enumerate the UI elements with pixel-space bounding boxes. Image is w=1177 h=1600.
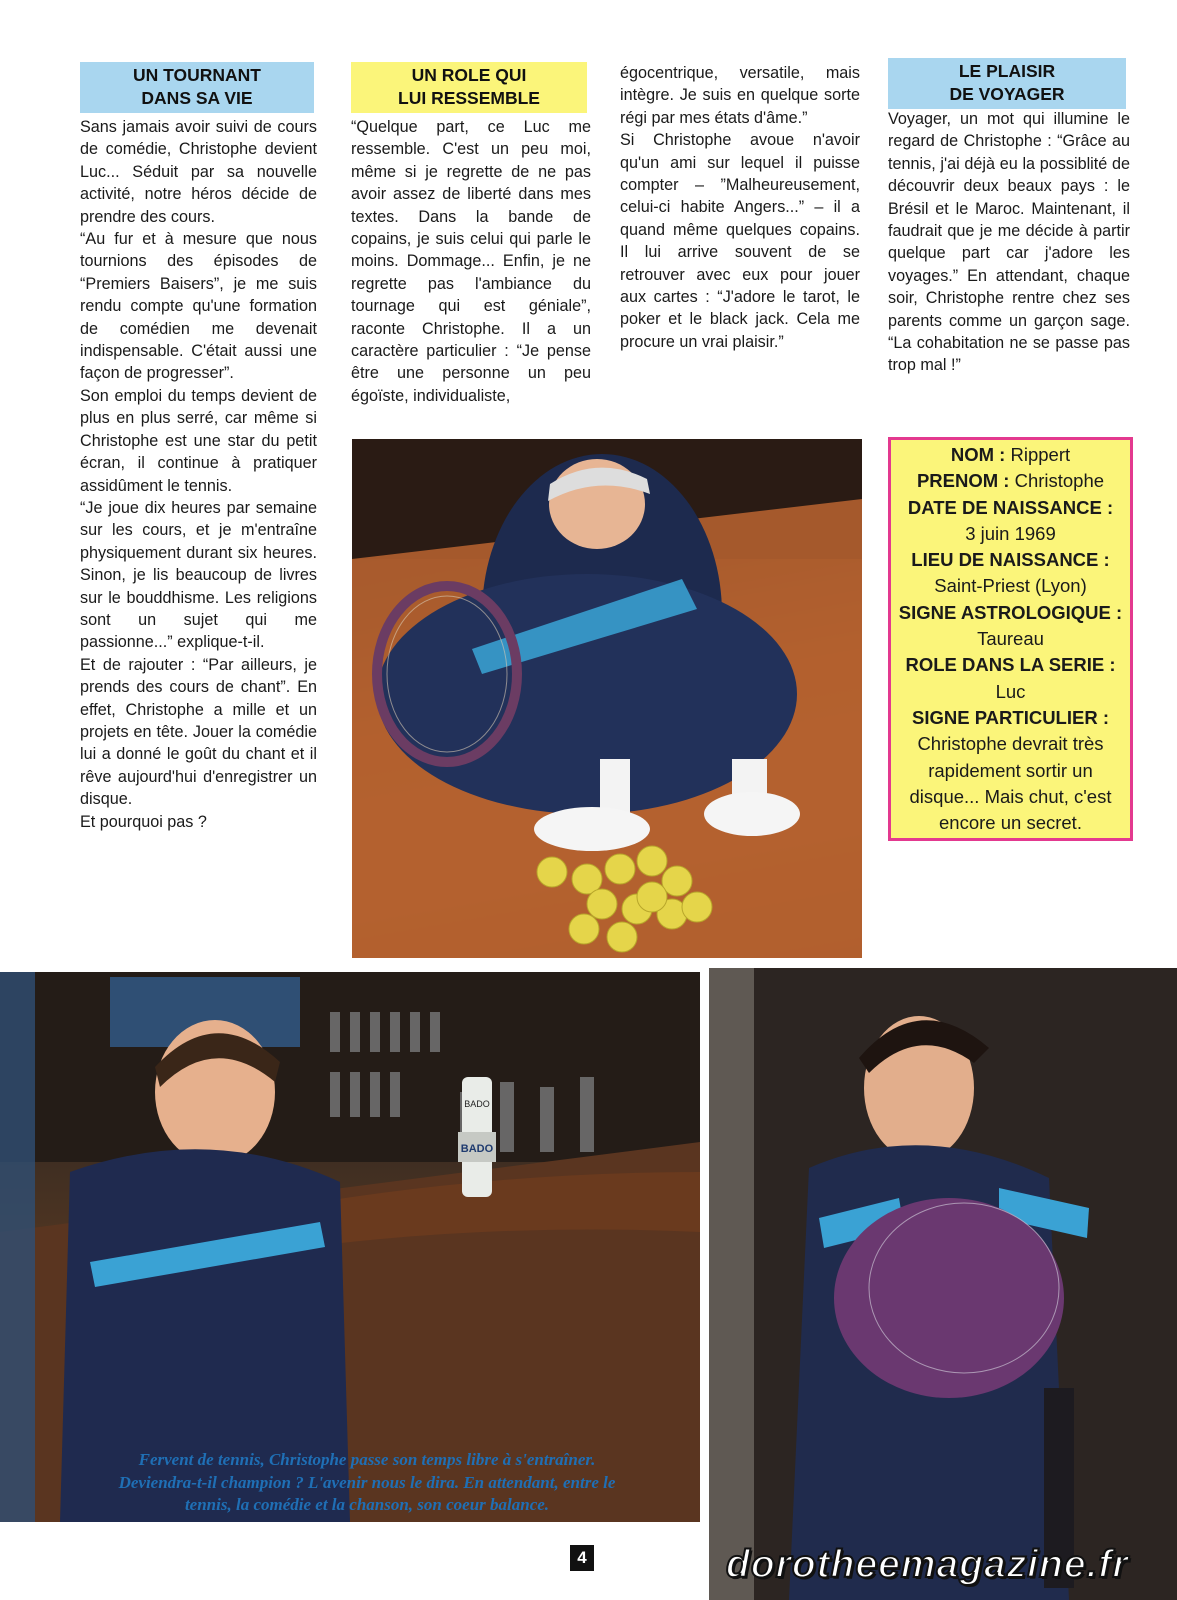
info-label: PRENOM :: [916, 470, 1010, 492]
info-label-lieu: [891, 547, 1130, 573]
photo-caption: Fervent de tennis, Christophe passe son temps libre à s'entraîner. Deviendra-t-il champion ? L'avenir nous le dira. En attendant, entre le tennis, la comédie et la chanson, son coeur balance.: [118, 1450, 616, 1514]
info-value-signe: Taureau: [977, 628, 1044, 650]
info-value: Christophe: [1014, 470, 1105, 492]
heading-line: DANS SA VIE: [141, 88, 253, 108]
paragraph: Son emploi du temps devient de plus en plus serré, car même si Christophe est une star du petit écran, il continue à pratiquer assidûment le tennis.: [80, 386, 317, 495]
heading-line: UN TOURNANT: [132, 65, 261, 85]
bottle-label-top: BADO: [464, 1099, 490, 1109]
bottle-label-main: BADO: [460, 1143, 494, 1155]
info-label: ROLE DANS LA SERIE :: [905, 654, 1116, 676]
column-4-text: [888, 108, 1130, 377]
info-label: SIGNE PARTICULIER :: [912, 706, 1109, 728]
info-value: Rippert: [1010, 444, 1071, 465]
info-label-signe: [891, 600, 1130, 626]
photo-bar-counter: [0, 972, 700, 1522]
heading-line: DE VOYAGER: [949, 84, 1065, 104]
info-label-role: [891, 652, 1130, 678]
heading-line: UN ROLE QUI: [411, 65, 527, 85]
column-3-text: [620, 62, 860, 353]
info-value-role: Luc: [995, 680, 1026, 702]
section-heading-voyager: [888, 58, 1126, 109]
info-label: DATE DE NAISSANCE :: [907, 496, 1114, 518]
paragraph: “Au fur et à mesure que nous tournions des épisodes de “Premiers Baisers”, je me suis rendu compte qu'une formation de comédien me devenait indispensable. C'était aussi une façon de progresser”.: [80, 230, 317, 383]
section-heading-tournant: [80, 62, 314, 113]
paragraph: Si Christophe avoue n'avoir qu'un ami sur lequel il puisse compter – ”Malheureusement, celui-ci habite Angers...” – il a quand même quelques copains. Il lui arrive souvent de se retrouver avec eux pour jouer aux cartes : “J'adore le tarot, le poker et le black jack. Cela me procure un vrai plaisir.”: [620, 131, 860, 351]
column-1-text: [80, 116, 317, 833]
info-row-nom: [891, 442, 1130, 468]
info-row-prenom: [891, 468, 1130, 494]
tennis-court-illustration: [352, 439, 862, 958]
paragraph: Et pourquoi pas ?: [80, 812, 207, 831]
paragraph: Voyager, un mot qui illumine le regard de Christophe : “Grâce au tennis, j'ai déjà eu la possiblité de découvrir deux beaux pays : le Brésil et le Maroc. Maintenant, il faudrait que je me décide à partir quelque part car j'adore les voyages.” En attendant, chaque soir, Christophe rentre chez ses parents comme un garçon sage. “La cohabitation ne se passe pas trop mal !”: [888, 110, 1130, 375]
paragraph: égocentrique, versatile, mais intègre. Je suis en quelque sorte régi par mes états d'âme.”: [620, 64, 860, 127]
info-label: NOM :: [950, 444, 1006, 465]
info-label: LIEU DE NAISSANCE :: [911, 549, 1110, 571]
paragraph: “Quelque part, ce Luc me ressemble. C'est un peu moi, même si je regrette de ne pas avoir assez de liberté dans mes textes. Dans la bande de copains, je suis celui qui parle le moins. Dommage... Enfin, je ne regrette pas l'ambiance du tournage qui est géniale”, raconte Christophe. Il a un caractère particulier : “Je pense être une personne un peu égoïste, individualiste,: [351, 118, 591, 405]
photo-tennis-court: [352, 439, 862, 958]
paragraph: Et de rajouter : “Par ailleurs, je prends des cours de chant”. En effet, Christophe a mille et un projets en tête. Jouer la comédie lui a donné le goût du chant et il rêve aujourd'hui d'enregistrer un disque.: [80, 655, 317, 809]
info-value-lieu: Saint-Priest (Lyon): [934, 575, 1087, 597]
racket-bag-illustration: [709, 968, 1177, 1600]
paragraph: Sans jamais avoir suivi de cours de comédie, Christophe devient Luc... Séduit par sa nouvelle activité, notre héros décide de prendre des cours.: [80, 118, 317, 226]
column-2-text: [351, 116, 591, 407]
page-number: 4: [570, 1545, 594, 1571]
info-value-particulier: Christophe devrait très rapidement sortir un disque... Mais chut, c'est encore un secret.: [909, 733, 1112, 834]
photo-racket-bag: [709, 968, 1177, 1600]
identity-card-box: [888, 437, 1133, 841]
heading-line: LUI RESSEMBLE: [398, 88, 540, 108]
section-heading-role: [351, 62, 587, 113]
heading-line: LE PLAISIR: [958, 61, 1056, 81]
site-watermark: dorotheemagazine.fr: [726, 1543, 1129, 1586]
info-label-naissance: [891, 495, 1130, 521]
info-label: SIGNE ASTROLOGIQUE :: [898, 601, 1123, 623]
info-label-particulier: [891, 705, 1130, 731]
paragraph: “Je joue dix heures par semaine sur les cours, et je m'entraîne physiquement durant six heures. Sinon, je lis beaucoup de livres sur le bouddhisme. Les religions sont un sujet qui me passionne...” explique-t-il.: [80, 498, 317, 652]
bar-illustration: [0, 972, 700, 1522]
info-value-naissance: 3 juin 1969: [965, 522, 1056, 544]
